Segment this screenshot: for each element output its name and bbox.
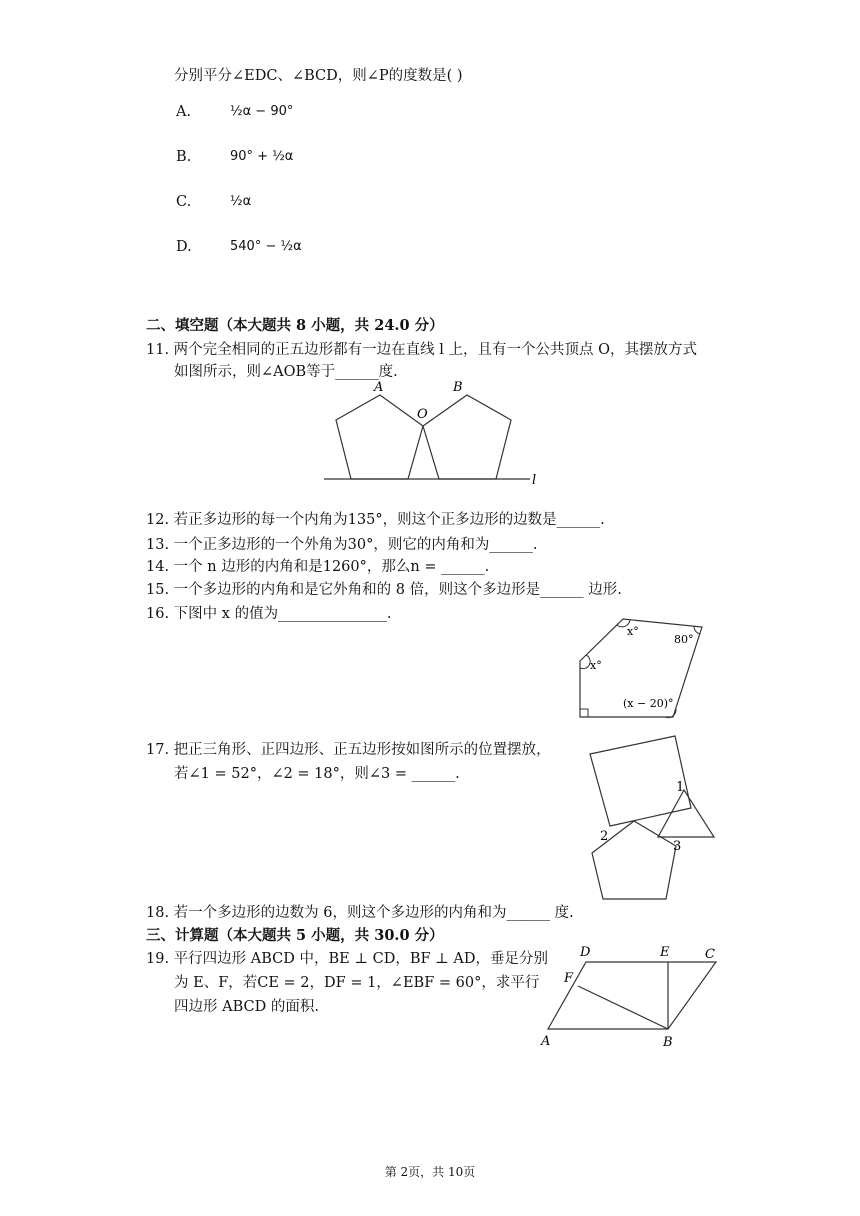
q11-line1: 11. 两个完全相同的正五边形都有一边在直线 l 上，且有一个公共顶点 O，其摆放方式 — [146, 342, 698, 358]
q17-line1: 17. 把正三角形、正四边形、正五边形按如图所示的位置摆放， — [146, 742, 551, 758]
label-f: F — [564, 971, 574, 986]
q19-line2: 为 E、F，若CE = 2，DF = 1，∠EBF = 60°，求平行 — [174, 975, 540, 991]
label-right-angle: 80° — [674, 633, 694, 646]
label-b: B — [453, 380, 463, 395]
label-l: l — [532, 473, 537, 488]
section-heading-calculation: 三、计算题（本大题共 5 小题，共 30.0 分） — [146, 927, 444, 944]
label-d: D — [580, 945, 591, 960]
q14: 14. 一个 n 边形的内角和是1260°，那么n = ______. — [146, 559, 490, 575]
angle-arc-left — [580, 655, 590, 669]
label-a: A — [541, 1034, 551, 1049]
page-footer: 第 2页，共 10页 — [384, 1165, 476, 1179]
q16-pentagon-figure — [572, 612, 722, 724]
option-letter: C. — [176, 194, 192, 210]
option-letter: B. — [176, 149, 192, 165]
label-angle-3: 3 — [673, 839, 682, 854]
label-c: C — [705, 947, 715, 962]
q10-stem-tail: 分别平分∠EDC、∠BCD，则∠P的度数是( ) — [174, 68, 463, 84]
label-a: A — [374, 380, 384, 395]
pentagon-right — [423, 395, 511, 479]
label-angle-2: 2 — [600, 829, 609, 844]
q19-parallelogram-figure — [538, 942, 728, 1054]
pentagon-left — [336, 395, 423, 479]
label-angle-1: 1 — [676, 780, 685, 795]
parallelogram — [548, 962, 716, 1029]
q19-line1: 19. 平行四边形 ABCD 中，BE ⊥ CD，BF ⊥ AD，垂足分别 — [146, 951, 548, 967]
option-expression: ½α − 90° — [230, 104, 294, 119]
option-letter: A. — [176, 104, 192, 120]
option-letter: D. — [176, 239, 192, 255]
q17-line2: 若∠1 = 52°，∠2 = 18°，则∠3 = ______. — [174, 766, 460, 782]
q19-line3: 四边形 ABCD 的面积. — [174, 999, 319, 1015]
option-expression: 540° − ½α — [230, 239, 302, 254]
label-bottom-angle: (x − 20)° — [623, 697, 674, 710]
q16: 16. 下图中 x 的值为_______________. — [146, 606, 392, 622]
q18: 18. 若一个多边形的边数为 6，则这个多边形的内角和为______ 度. — [146, 905, 574, 921]
section-heading-fill-in: 二、填空题（本大题共 8 小题，共 24.0 分） — [146, 317, 444, 334]
label-b: B — [663, 1035, 673, 1050]
q17-polygons-figure — [580, 734, 720, 904]
q11-line2: 如图所示，则∠AOB等于______度. — [174, 364, 398, 380]
q13: 13. 一个正多边形的一个外角为30°，则它的内角和为______. — [146, 537, 538, 553]
label-o: O — [417, 407, 428, 422]
option-expression: ½α — [230, 194, 252, 209]
segment-bf — [578, 986, 668, 1029]
option-expression: 90° + ½α — [230, 149, 294, 164]
label-top-angle: x° — [627, 625, 639, 638]
label-e: E — [660, 945, 670, 960]
q12: 12. 若正多边形的每一个内角为135°，则这个正多边形的边数是______. — [146, 512, 605, 528]
label-left-angle: x° — [590, 659, 602, 672]
q15: 15. 一个多边形的内角和是它外角和的 8 倍，则这个多边形是______ 边形. — [146, 582, 622, 598]
right-angle-mark — [580, 709, 588, 717]
q11-pentagons-figure — [318, 378, 548, 488]
